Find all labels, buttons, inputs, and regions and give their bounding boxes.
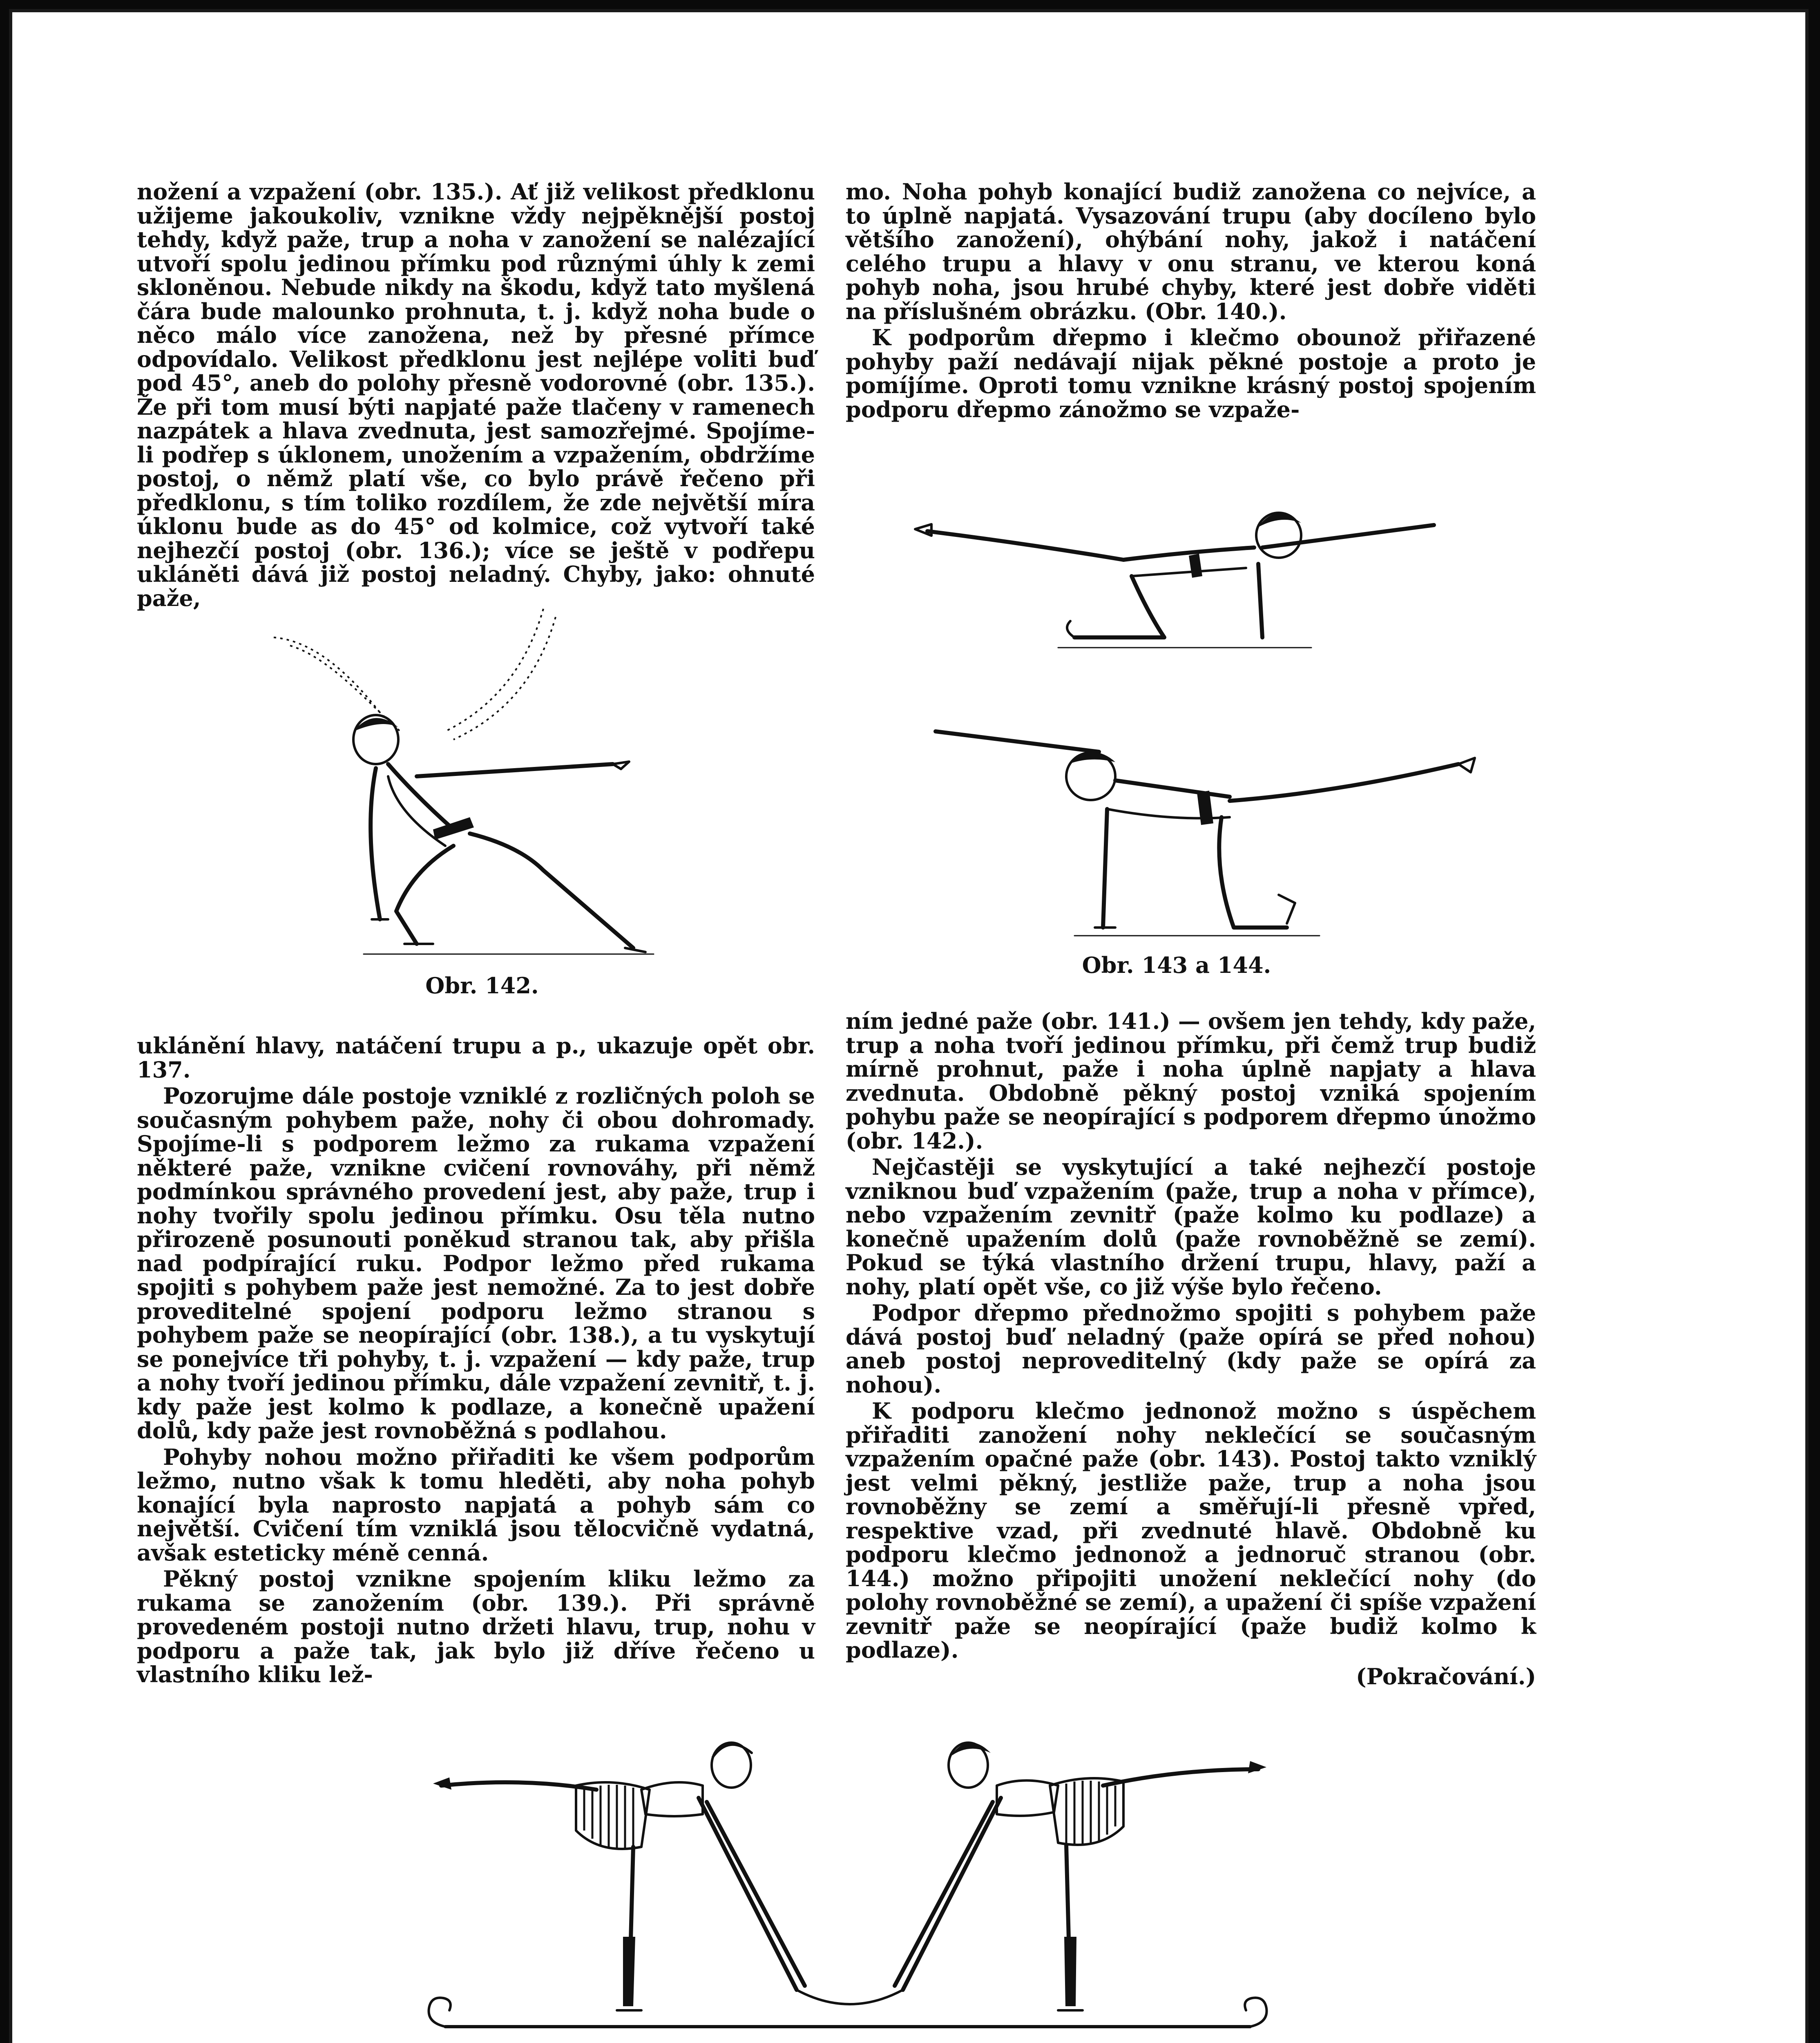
figure-143-144-caption: Obr. 143 a 144. <box>1082 952 1271 978</box>
column-right-bottom <box>846 1009 1536 1691</box>
paragraph: Pěkný postoj vznikne spojením kliku ležmo za rukama se zanožením (obr. 139.). Při správně provedeném postoji nutno držeti hlavu, trup, nohu v podporu a paže tak, jak bylo již dříve řečeno u vlastního kliku lež- <box>137 1566 815 1688</box>
paragraph: ním jedné paže (obr. 141.) — ovšem jen tehdy, kdy paže, trup a noha tvoří jedinou přímku, při čemž trup budiž mírně prohnut, paže i noha úplně napjaty a hlava zvednuta. Obdobně pěkný postoj vzniká spojením pohybu paže se neopírající s podporem dřepmo únožmo (obr. 142.). <box>846 1008 1536 1154</box>
paragraph: uklánění hlavy, natáčení trupu a p., ukazuje opět obr. 137. <box>137 1033 815 1083</box>
paragraph: nožení a vzpažení (obr. 135.). Ať již velikost předklonu užijeme jakoukoliv, vznikne vždy nejpěknější postoj tehdy, když paže, trup a noha v zanožení se nalézající utvoří spolu jedinou přímku pod různými úhly k zemi skloněnou. Nebude nikdy na škodu, když tato myšlená čára bude malounko prohnuta, t. j. když noha bude o něco málo více zanožena, než by přesné přímce odpovídalo. Velikost předklonu jest nejlépe voliti buď pod 45°, aneb do polohy přesně vodorovné (obr. 135.). Že při tom musí býti napjaté paže tlačeny v ramenech nazpátek a hlava zvednuta, jest samozřejmé. Spojíme-li podřep s úklonem, unožením a vzpažením, obdržíme postoj, o němž platí vše, co bylo právě řečeno při předklonu, s tím toliko rozdílem, že zde největší míra úklonu bude as do 45° od kolmice, což vytvoří také nejhezčí postoj (obr. 136.); více se ještě v podřepu ukláněti dává již postoj neladný. Chyby, jako: ohnuté paže, <box>137 179 815 611</box>
magazine-page <box>9 9 1809 2043</box>
column-left-top <box>137 180 815 612</box>
decorative-vignette-illustration <box>421 1708 1279 2043</box>
paragraph: Pozorujme dále postoje vzniklé z rozličných poloh se současným pohybem paže, nohy či obou dohromady. Spojíme-li s podporem ležmo za rukama vzpažení některé paže, vznikne cvičení rovnováhy, při němž podmínkou správného provedení jest, aby paže, trup i nohy tvořily spolu jedinou přímku. Osu těla nutno přirozeně posunouti poněkud stranou tak, aby přišla nad podpírající ruku. Podpor ležmo před rukama spojiti s pohybem paže jest nemožné. Za to jest dobře proveditelné spojení podporu ležmo stranou s pohybem paže se neopírající (obr. 138.), a tu vyskytují se ponejvíce tři pohyby, t. j. vzpažení — kdy paže, trup a nohy tvoří jedinou přímku, dále vzpažení zevnitř, t. j. kdy paže jest kolmo k podlaze, a konečně upažení dolů, kdy paže jest rovnoběžná s podlahou. <box>137 1083 815 1444</box>
paragraph: Pohyby nohou možno přiřaditi ke všem podporům ležmo, nutno však k tomu hleděti, aby noha pohyb konající byla naprosto napjatá a pohyb sám co největší. Cvičení tím vzniklá jsou tělocvičně vydatná, avšak esteticky méně cenná. <box>137 1444 815 1566</box>
figure-144-illustration <box>927 715 1491 948</box>
paragraph: mo. Noha pohyb konající budiž zanožena co nejvíce, a to úplně napjatá. Vysazování trupu (aby docíleno bylo většího zanožení), ohýbání nohy, jakož i natáčení celého trupu a hlavy v onu stranu, ve kterou koná pohyb noha, jsou hrubé chyby, které jest dobře viděti na příslušném obrázku. (Obr. 140.). <box>846 179 1536 324</box>
paragraph: K podporu klečmo jednonož možno s úspěchem přiřaditi zanožení nohy neklečící se současným vzpažením opačné paže (obr. 143). Postoj takto vzniklý jest velmi pěkný, jestliže paže, trup a noha jsou rovnoběžny se zemí a směřují-li přesně vpřed, respektive vzad, při zvednuté hlavě. Obdobně ku podporu klečmo jednonož a jednoruč stranou (obr. 144.) možno připojiti unožení neklečící nohy (do polohy rovnoběžné se zemí), a upažení či spíše vzpažení zevnitř paže se neopírající (paže budiž kolmo k podlaze). <box>846 1398 1536 1663</box>
continuation-note: (Pokračování.) <box>1356 1663 1536 1690</box>
paragraph: Podpor dřepmo přednožmo spojiti s pohybem paže dává postoj buď neladný (paže opírá se před nohou) aneb postoj neproveditelný (kdy paže se opírá za nohou). <box>846 1300 1536 1398</box>
column-left-bottom <box>137 1034 815 1689</box>
paragraph: K podporům dřepmo i klečmo obounož přiřazené pohyby paží nedávají nijak pěkné postoje a proto je pomíjíme. Oproti tomu vznikne krásný postoj spojením podporu dřepmo zánožmo se vzpaže- <box>846 324 1536 422</box>
figure-143-illustration <box>903 482 1442 654</box>
column-right-top <box>846 180 1536 424</box>
figure-142-caption: Obr. 142. <box>425 972 539 999</box>
paragraph: Nejčastěji se vyskytující a také nejhezčí postoje vzniknou buď vzpažením (paže, trup a noha v přímce), nebo vzpažením zevnitř (paže kolmo ku podlaze) a konečně upažením dolů (paže rovnoběžně se zemí). Pokud se týká vlastního držení trupu, hlavy, paží a nohy, platí opět vše, co již výše bylo řečeno. <box>846 1154 1536 1300</box>
figure-142-illustration <box>241 584 752 977</box>
